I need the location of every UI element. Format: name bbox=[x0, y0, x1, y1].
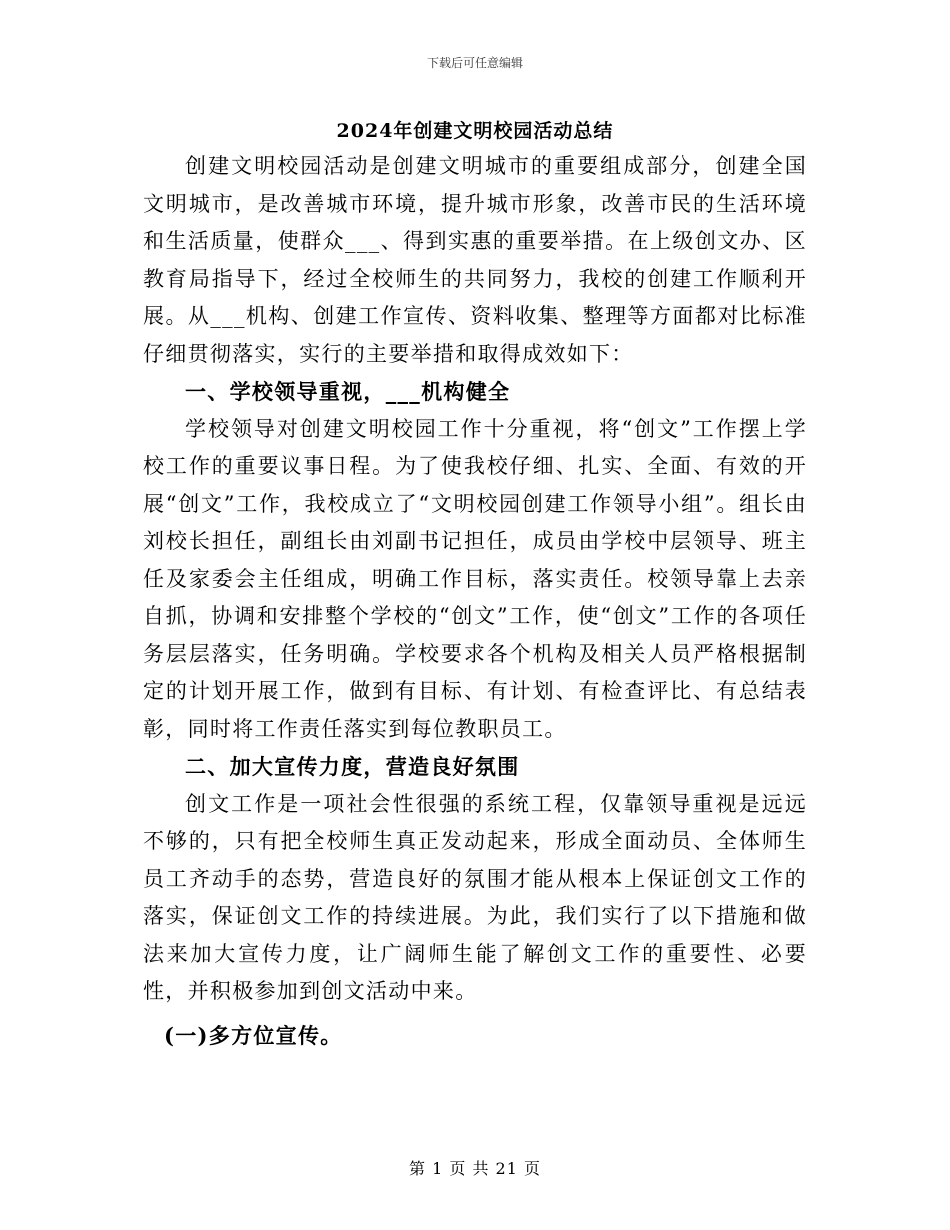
document-body bbox=[143, 148, 807, 1054]
section-heading-1: 一、学校领导重视，___机构健全 bbox=[185, 379, 511, 404]
subsection-heading: (一)多方位宣传。 bbox=[164, 1022, 343, 1048]
header-note: 下载后可任意编辑 bbox=[426, 56, 523, 70]
page-number: 第 1 页 共 21 页 bbox=[409, 1159, 541, 1178]
section-paragraph-1: 学校领导对创建文明校园工作十分重视，将“创文”工作摆上学校工作的重要议事日程。为了使我校仔细、扎实、全面、有效的开展“创文”工作，我校成立了“文明校园创建工作领导小组”。组长由刘校长担任，副组长由刘副书记担任，成员由学校中层领导、班主任及家委会主任组成，明确工作目标，落实责任。校领导靠上去亲自抓，协调和安排整个学校的“创文”工作，使“创文”工作的各项任务层层落实，任务明确。学校要求各个机构及相关人员严格根据制定的计划开展工作，做到有目标、有计划、有检查评比、有总结表彰，同时将工作责任落实到每位教职员工。 bbox=[143, 416, 807, 741]
document-title: 2024年创建文明校园活动总结 bbox=[336, 120, 614, 142]
section-heading-2: 二、加大宣传力度，营造良好氛围 bbox=[185, 754, 520, 779]
intro-paragraph: 创建文明校园活动是创建文明城市的重要组成部分，创建全国文明城市，是改善城市环境，提升城市形象，改善市民的生活环境和生活质量，使群众___、得到实惠的重要举措。在上级创文办、区教育局指导下，经过全校师生的共同努力，我校的创建工作顺利开展。从___机构、创建工作宣传、资料收集、整理等方面都对比标准仔细贯彻落实，实行的主要举措和取得成效如下： bbox=[143, 154, 807, 366]
section-paragraph-2: 创文工作是一项社会性很强的系统工程，仅靠领导重视是远远不够的，只有把全校师生真正发动起来，形成全面动员、全体师生员工齐动手的态势，营造良好的氛围才能从根本上保证创文工作的落实，保证创文工作的持续进展。为此，我们实行了以下措施和做法来加大宣传力度，让广阔师生能了解创文工作的重要性、必要性，并积极参加到创文活动中来。 bbox=[143, 791, 807, 1003]
